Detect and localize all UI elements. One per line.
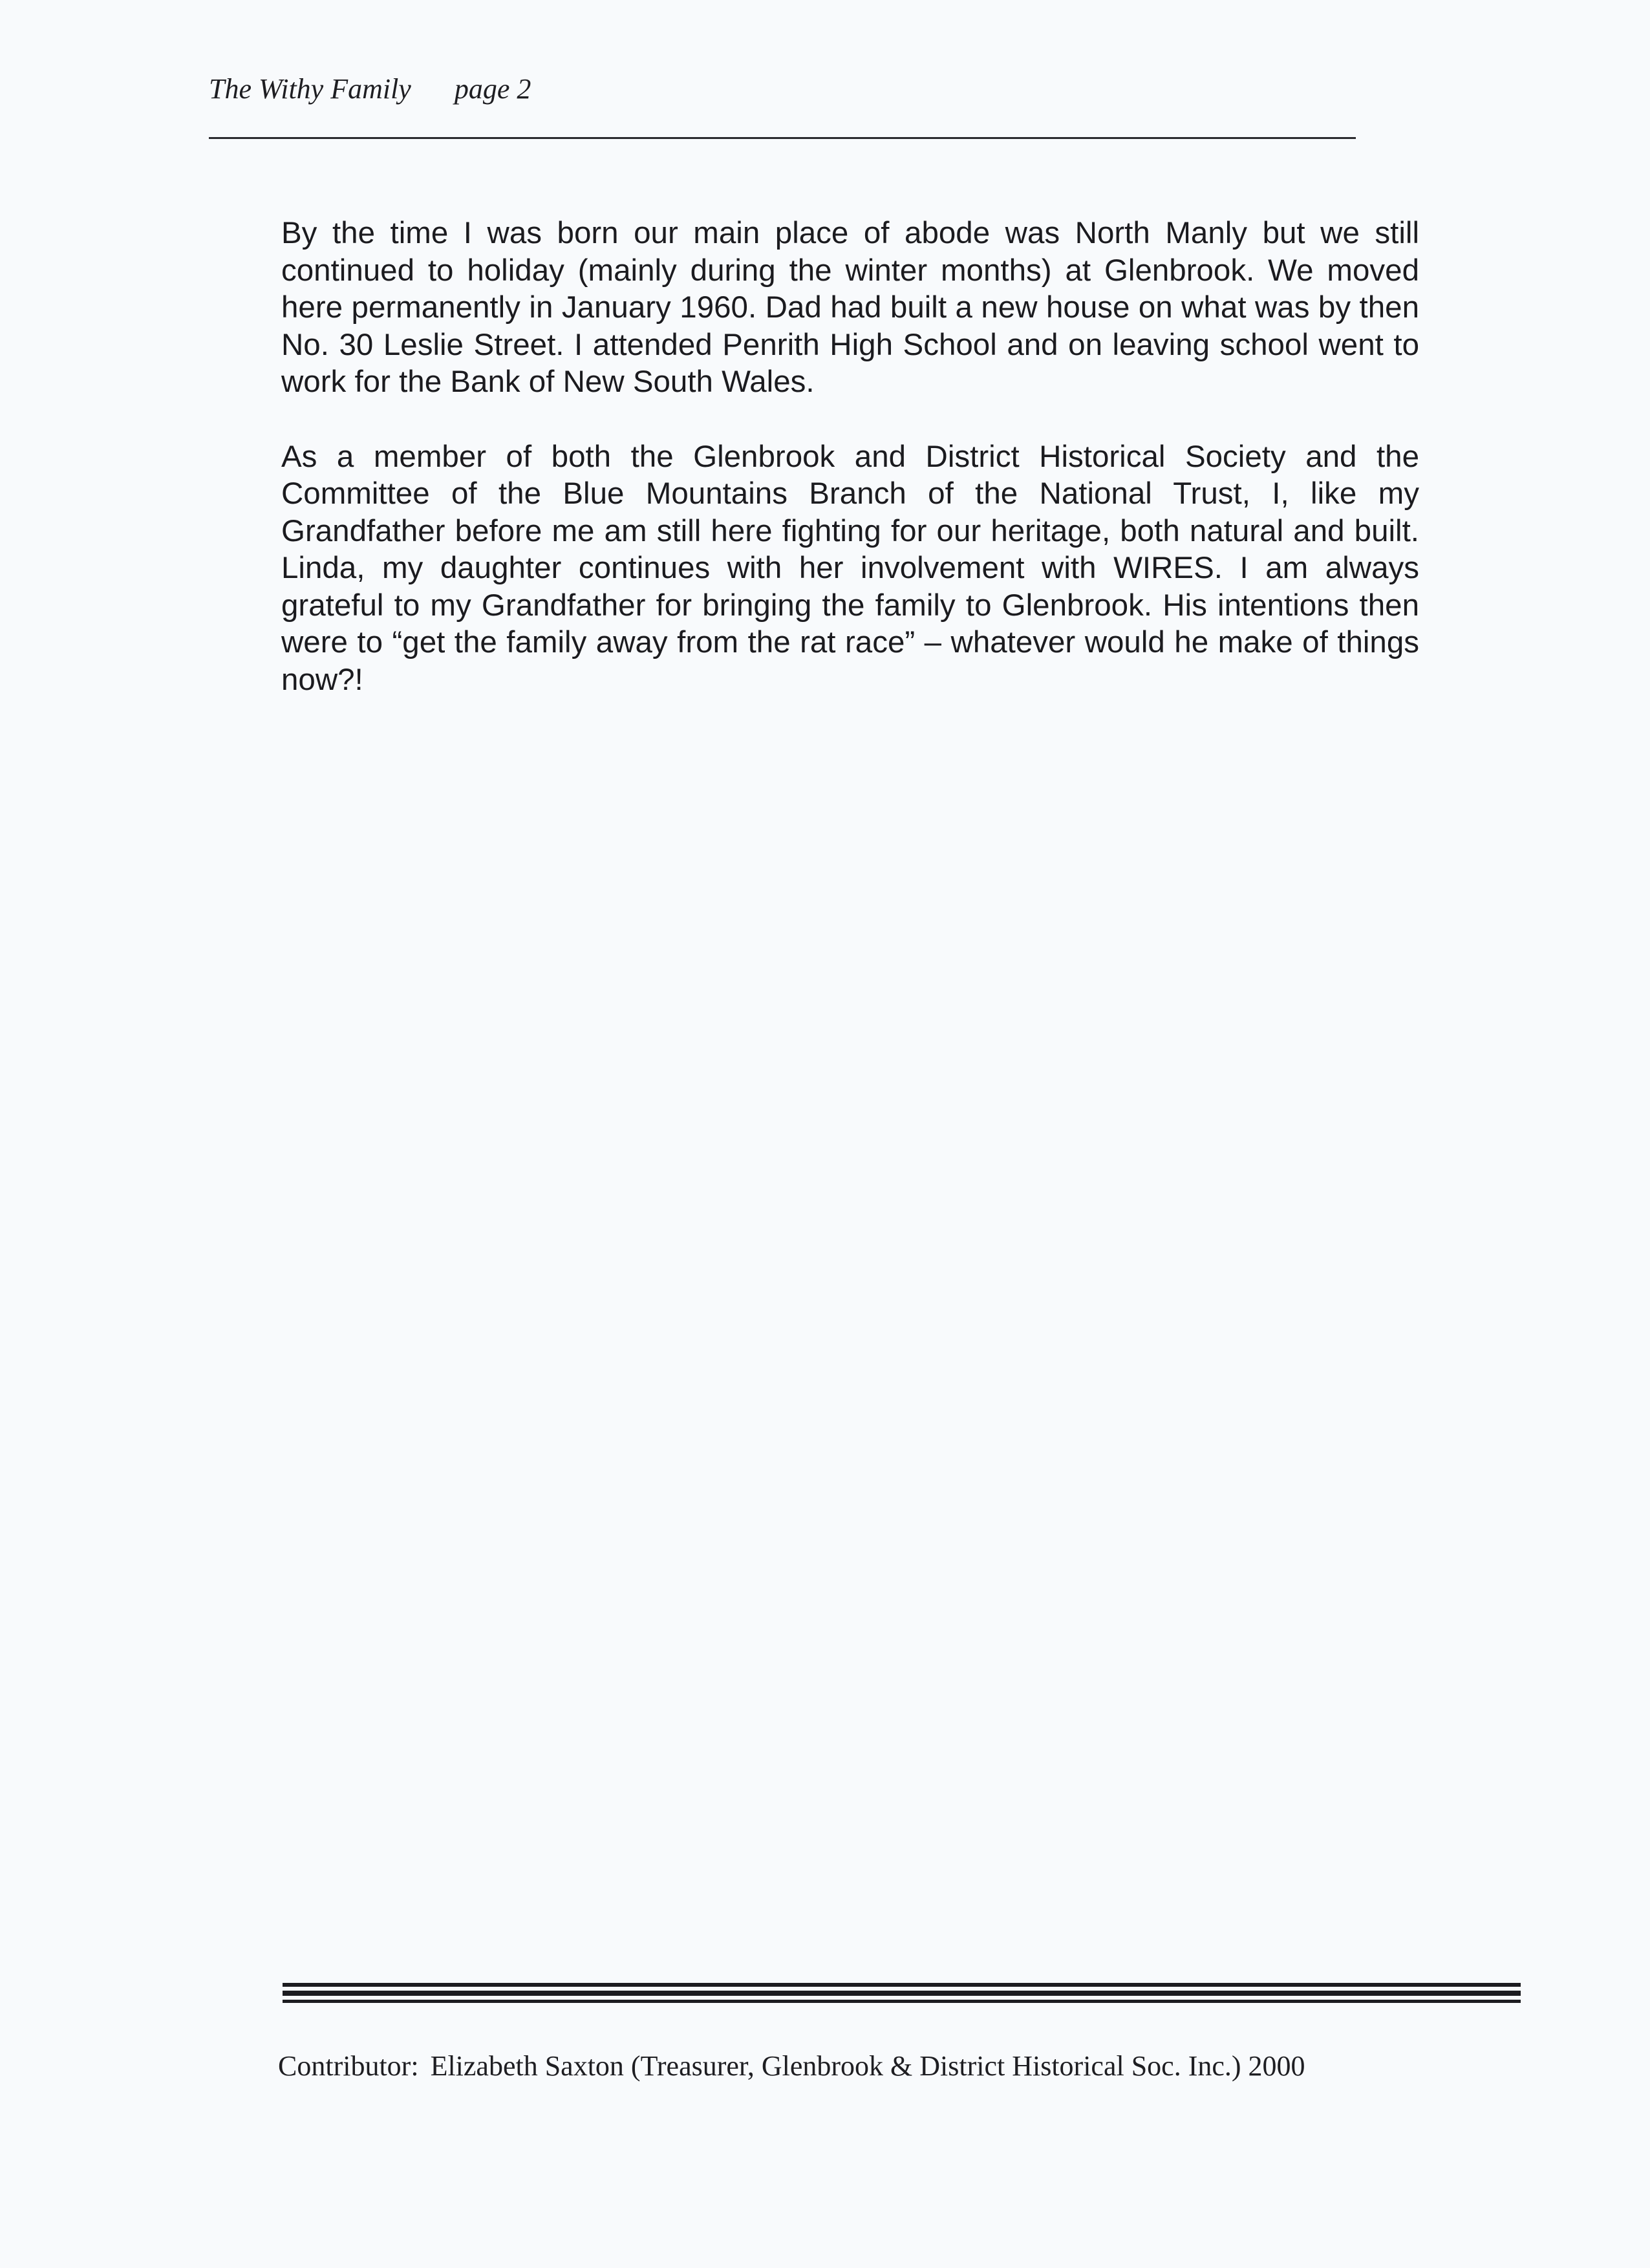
footer-rule-line [283,2000,1521,2003]
paragraph-1: By the time I was born our main place of abode was North Manly but we still continued to holiday (mainly during the winter months) at Glenbrook. We moved here permanently in January 1960. Dad had built a new house on what was by then No. 30 Leslie Street. I attended Penrith High School and on leaving school went to work for the Bank of New South Wales. [281,216,1419,399]
header-title: The Withy Family [209,73,411,105]
contributor-label: Contributor: [278,2050,419,2082]
contributor-credit [278,2049,1305,2082]
running-header [209,72,531,105]
footer-rule [283,1983,1521,2003]
header-page-number: page 2 [454,73,531,105]
body-text [281,215,1419,736]
contributor-text: Elizabeth Saxton (Treasurer, Glenbrook & District Historical Soc. Inc.) 2000 [430,2050,1305,2082]
header-rule [209,137,1356,139]
footer-rule-line [283,1991,1521,1996]
paragraph-2: As a member of both the Glenbrook and District Historical Society and the Committee of the Blue Mountains Branch of the National Trust, I, like my Grandfather before me am still here fighting for our heritage, both natural and built. Linda, my daughter continues with her involvement with WIRES. I am always grateful to my Grandfather for bringing the family to Glenbrook. His intentions then were to “get the family away from the rat race” – whatever would he make of things now?! [281,439,1419,697]
